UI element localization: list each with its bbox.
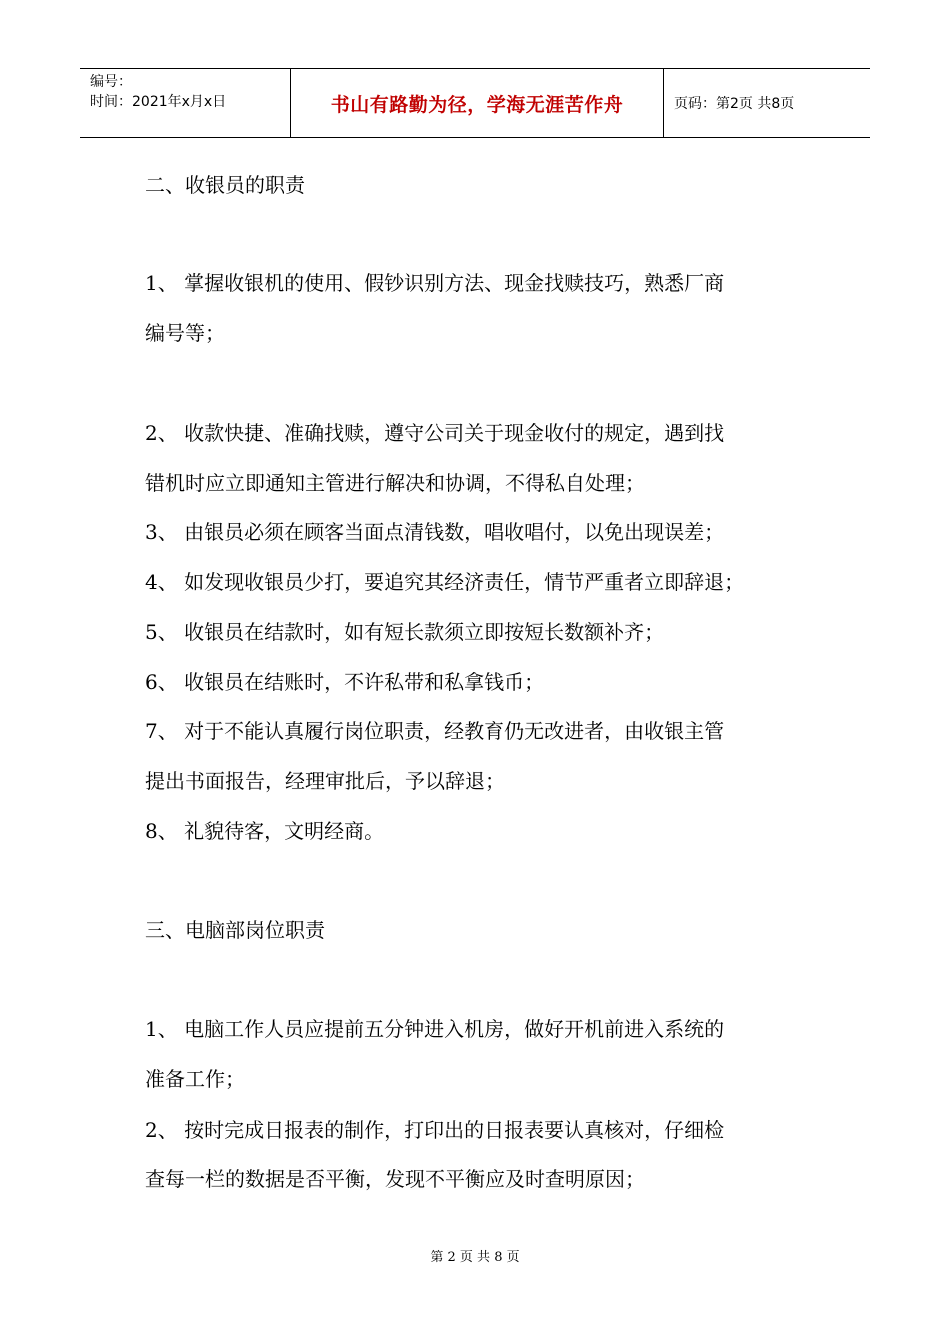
list-item: 1、 掌握收银机的使用、假钞识别方法、现金找赎技巧，熟悉厂商	[145, 271, 725, 295]
page-footer: 第 2 页 共 8 页	[430, 1250, 520, 1265]
list-item: 4、 如发现收银员少打，要追究其经济责任，情节严重者立即辞退；	[145, 570, 745, 594]
header-meta	[80, 69, 291, 137]
page-header	[80, 68, 870, 138]
list-item: 6、 收银员在结账时，不许私带和私拿钱币；	[145, 670, 545, 694]
list-item-continuation: 提出书面报告，经理审批后，予以辞退；	[145, 769, 505, 793]
header-motto: 书山有路勤为径，学海无涯苦作舟	[291, 69, 664, 137]
list-item: 7、 对于不能认真履行岗位职责，经教育仍无改进者，由收银主管	[145, 719, 725, 743]
list-item: 8、 礼貌待客，文明经商。	[145, 819, 385, 843]
date-line: 时间：2021年x月x日	[90, 94, 227, 110]
list-item: 2、 收款快捷、准确找赎，遵守公司关于现金收付的规定，遇到找	[145, 421, 725, 445]
section-heading-computer-dept: 三、电脑部岗位职责	[145, 918, 325, 942]
list-item: 2、 按时完成日报表的制作，打印出的日报表要认真核对，仔细检	[145, 1118, 725, 1142]
list-item: 3、 由银员必须在顾客当面点清钱数，唱收唱付，以免出现误差；	[145, 520, 725, 544]
header-page-info: 页码：第2页 共8页	[674, 96, 795, 112]
list-item-continuation: 查每一栏的数据是否平衡，发现不平衡应及时查明原因；	[145, 1167, 645, 1191]
list-item-continuation: 编号等；	[145, 321, 225, 345]
list-item: 5、 收银员在结款时，如有短长款须立即按短长数额补齐；	[145, 620, 665, 644]
list-item-continuation: 错机时应立即通知主管进行解决和协调，不得私自处理；	[145, 471, 645, 495]
list-item: 1、 电脑工作人员应提前五分钟进入机房，做好开机前进入系统的	[145, 1017, 725, 1041]
serial-number-label: 编号：	[90, 74, 132, 90]
section-heading-cashier: 二、收银员的职责	[145, 173, 305, 197]
list-item-continuation: 准备工作；	[145, 1067, 245, 1091]
